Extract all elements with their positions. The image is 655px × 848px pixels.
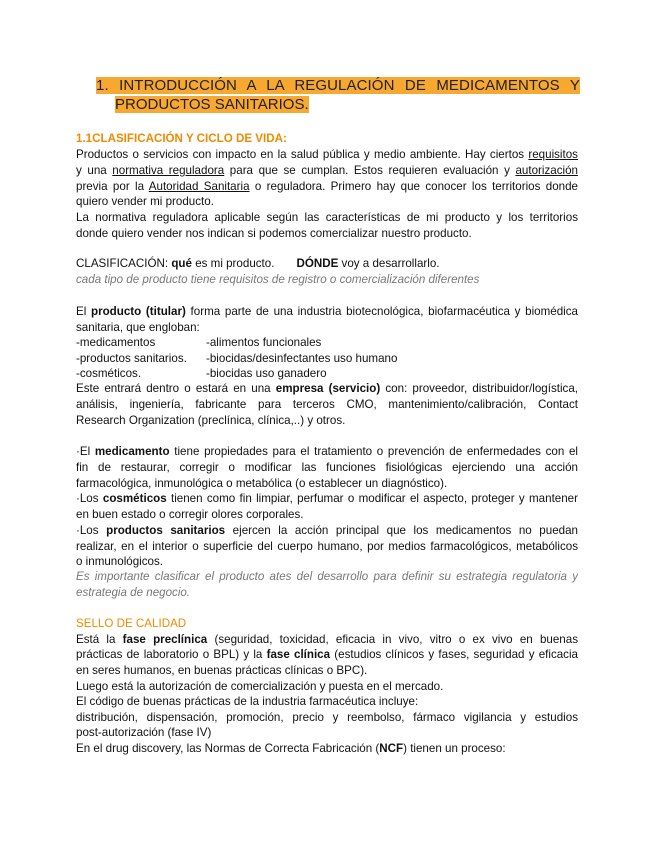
para1-line3: previa por la Autoridad Sanitaria o reguladora. Primero hay que conocer los territorios donde bbox=[76, 180, 578, 193]
para6-line1: ·Los cosméticos tienen como fin limpiar, perfumar o modificar el aspecto, proteger y mantener bbox=[76, 492, 578, 505]
note-estrategia-line2: estrategia de negocio. bbox=[76, 586, 191, 599]
para3-line1: El producto (titular) forma parte de una industria biotecnológica, biofarmacéutica y biomédica bbox=[76, 305, 578, 318]
para5-line2: fin de restaurar, corregir o modificar las funciones fisiológicas ejerciendo una acción bbox=[76, 461, 578, 474]
note-estrategia-line1: Es importante clasificar el producto ates del desarrollo para definir su estrategia regulatoria y bbox=[76, 570, 578, 583]
para5-line3: farmacológica, inmunológica o metabólica (o establecer un diagnóstico). bbox=[76, 477, 448, 490]
main-heading-line1: 1. INTRODUCCIÓN A LA REGULACIÓN DE MEDICAMENTOS Y bbox=[96, 77, 580, 94]
sello-line3: en seres humanos, en buenas prácticas clínicas o BPC). bbox=[76, 664, 368, 677]
para2-line1: La normativa reguladora aplicable según las características de mi producto y los territorios bbox=[76, 211, 578, 224]
para4-line3: Research Organization (preclínica, clínica,..) y otros. bbox=[76, 414, 346, 427]
sello-line8: En el drug discovery, las Normas de Correcta Fabricación (NCF) tienen un proceso: bbox=[76, 742, 506, 755]
sello-line1: Está la fase preclínica (seguridad, toxicidad, eficacia in vivo, vitro o ex vivo en buenas bbox=[76, 633, 578, 646]
clasificacion-line: CLASIFICACIÓN: qué es mi producto. DÓNDE voy a desarrollarlo. bbox=[76, 257, 440, 270]
para4-line1: Este entrará dentro o estará en una empresa (servicio) con: proveedor, distribuidor/logística, bbox=[76, 382, 578, 395]
note-registro: cada tipo de producto tiene requisitos de registro o comercialización diferentes bbox=[76, 273, 480, 286]
sello-line5: El código de buenas prácticas de la industria farmacéutica incluye: bbox=[76, 695, 419, 708]
sello-line2: prácticas de laboratorio o BPL) y la fase clínica (estudios clínicos y fases, seguridad y eficacia bbox=[76, 648, 578, 661]
sello-title: SELLO DE CALIDAD bbox=[76, 617, 187, 630]
para4-line2: análisis, ingeniería, fabricante para terceros CMO, mantenimiento/calibración, Contact bbox=[76, 398, 578, 411]
para5-line1: ·El medicamento tiene propiedades para el tratamiento o prevención de enfermedades con el bbox=[76, 445, 578, 458]
section-title: 1.1CLASIFICACIÓN Y CICLO DE VIDA: bbox=[76, 132, 287, 145]
main-heading-line2: PRODUCTOS SANITARIOS. bbox=[115, 96, 309, 113]
para2-line2: donde quiero vender nos indican si podemos comercializar nuestro producto. bbox=[76, 227, 472, 240]
para1-line1: Productos o servicios con impacto en la salud pública y medio ambiente. Hay ciertos requisitos bbox=[76, 148, 578, 161]
para1-line4: quiero vender mi producto. bbox=[76, 195, 214, 208]
list-item: -cosméticos. -biocidas uso ganadero bbox=[76, 367, 327, 380]
para7-line1: ·Los productos sanitarios ejercen la acción principal que los medicamentos no puedan bbox=[76, 524, 578, 537]
sello-line4: Luego está la autorización de comercialización y puesta en el mercado. bbox=[76, 680, 444, 693]
para6-line2: en buen estado o corregir olores corporales. bbox=[76, 508, 304, 521]
list-item: -productos sanitarios. -biocidas/desinfectantes uso humano bbox=[76, 352, 398, 365]
para7-line3: o inmunológicos. bbox=[76, 555, 164, 568]
para1-line2: y una normativa reguladora para que se cumplan. Estos requieren evaluación y autorización bbox=[76, 164, 578, 177]
sello-line6: distribución, dispensación, promoción, precio y reembolso, fármaco vigilancia y estudios bbox=[76, 711, 578, 724]
sello-line7: post-autorización (fase IV) bbox=[76, 726, 212, 739]
para3-line2: sanitaria, que engloban: bbox=[76, 321, 200, 334]
para7-line2: realizar, en el interior o superficie del cuerpo humano, por medios farmacológicos, metabólicos bbox=[76, 540, 578, 553]
list-item: -medicamentos -alimentos funcionales bbox=[76, 336, 322, 349]
